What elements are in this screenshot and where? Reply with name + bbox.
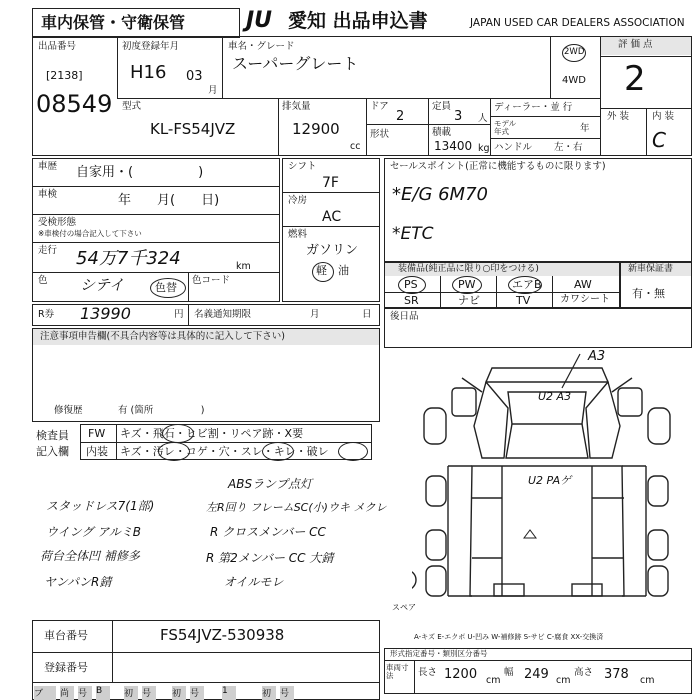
sales-point-line1: *E/G 6M70 [392,184,488,205]
note-wing: ウイング アルミB [46,525,141,539]
dealer-label: ディーラー・並 行 [494,102,573,113]
bottom-label-4: 初 [124,686,138,700]
color-label: 色 [38,275,48,286]
capacity-unit: 人 [478,113,488,124]
notes-label: 注意事項申告欄(不具合内容等は具体的に記入して下さい) [40,331,285,342]
association-name: JAPAN USED CAR DEALERS ASSOCIATION [470,17,685,29]
bottom-label-5: 号 [142,686,156,700]
doors-label: ドア [370,101,389,112]
width-unit: cm [556,675,571,686]
capacity-label: 定員 [432,101,452,112]
bottom-label-9: 初 [262,686,276,700]
height-value: 378 [604,667,629,682]
mileage-unit: km [236,261,251,272]
damage-legend: A-キズ E-エクボ U-凹み W-補修跡 S-サビ C-腐食 XX-交換済 [414,633,604,641]
history-label: 車歴 [38,161,58,172]
first-reg-month: 03 [186,69,203,84]
recycle-value: 13990 [80,304,131,323]
shape-label: 形状 [370,129,390,140]
inspection-form-note: ※車検付の場合記入して下さい [38,229,142,238]
width-label: 幅 [504,667,514,678]
displacement-value: 12900 [292,120,340,138]
fuel-diesel: 油 [338,264,349,277]
notice-month: 月 [310,309,320,320]
mileage-value: 54万7千324 [76,248,181,269]
car-name-label: 車名・グレード [228,41,295,52]
drive-2wd: 2WD [564,47,585,57]
sales-point-line2: *ETC [392,224,434,244]
car-name-value: スーパーグレート [232,54,359,73]
shift-label: シフト [288,161,317,172]
color-change: 色替 [155,281,177,294]
color-value: シテイ [80,276,124,294]
fuel-value: ガソリン [306,243,359,258]
capacity-value: 3 [454,109,463,124]
repair-value: 有 (箇所 ) [118,405,205,416]
drive-4wd: 4WD [562,75,586,86]
height-label: 高さ [574,667,594,678]
month-unit: 月 [208,85,218,96]
interior-value: C [652,128,666,152]
load-value: 13400 [434,139,473,153]
note-yanpan: ヤンパンR錆 [44,575,112,589]
load-label: 積載 [432,127,452,138]
shift-value: 7F [322,175,339,191]
chassis-label: 車台番号 [44,629,88,642]
note-oil-leak: オイルモレ [224,575,284,589]
history-value: 自家用・( ) [76,165,204,180]
sales-point-block [384,158,692,262]
doors-value: 2 [396,109,405,124]
dims-header: 形式指定番号・類別区分番号 [390,649,488,658]
storage-badge [32,8,240,38]
equip-pw: PW [458,278,476,291]
fw-text: キズ・飛石・ヒビ割・リペア跡・X要 [120,427,304,440]
bottom-label-1: 尚 [60,686,74,700]
storage-badge-text: 車内保管・守衛保管 [41,13,186,32]
note-frame: 左R回り フレームSC(小)ウキ メクレ [206,501,387,514]
note-second-member: R 第2メンバー CC 大錆 [206,551,334,565]
lot-number-label: 出品番号 [38,41,77,52]
load-unit: kg [478,143,490,154]
bottom-label-10: 号 [280,686,294,700]
lot-number: 08549 [36,90,113,118]
fuel-light: 軽 [316,264,327,277]
color-code-label: 色コード [192,275,231,286]
fuel-label: 燃料 [288,229,308,240]
score-label: 評 価 点 [618,39,653,50]
diagram-note-a3: A3 [588,349,606,364]
equip-leather: カワシート [560,294,610,305]
cooler-label: 冷房 [288,195,308,206]
equipment-label: 装備品(純正品に限り○印をつける) [398,264,539,274]
inspection-label: 車検 [38,189,58,200]
model-value: KL-FS54JVZ [150,120,236,138]
model-label: 型式 [122,101,142,112]
inspector-label: 検査員 [36,429,69,442]
mileage-label: 走行 [38,245,58,256]
cooler-value: AC [322,209,342,225]
length-value: 1200 [444,667,478,682]
note-abs: ABSランプ点灯 [228,477,313,491]
chassis-value: FS54JVZ-530938 [160,626,285,644]
length-label: 長さ [418,667,438,678]
remarks-label: 後日品 [390,311,419,322]
interior-label: 内 装 [652,111,675,122]
note-cross-member: R クロスメンバー CC [210,525,326,539]
note-studless: スタッドレス7(1部) [46,499,155,513]
equip-ps: PS [404,278,418,291]
first-reg-year: H16 [130,62,167,83]
bottom-label-7: 号 [190,686,204,700]
score-value: 2 [624,59,646,99]
height-unit: cm [640,675,655,686]
first-reg-label: 初度登録年月 [122,41,180,52]
displacement-label: 排気量 [282,101,311,112]
bottom-label-8: 1 [222,686,236,700]
recycle-label: R券 [38,309,55,320]
equip-tv: TV [516,294,531,307]
bottom-label-row [32,684,380,700]
inspection-value: 年 月( 日) [118,193,220,208]
exterior-label: 外 装 [607,111,630,122]
inspector-entry-label: 記入欄 [36,445,69,458]
note-deck: 荷台全体凹 補修多 [40,549,140,563]
interior-row-text: キズ・汚レ・コゲ・穴・スレ・キレ・破レ [120,445,329,458]
fw-label: FW [88,427,106,440]
length-unit: cm [486,675,501,686]
diagram-note-u2a3: U2 A3 [538,390,572,403]
equip-airbag: エアB [512,278,542,291]
ju-logo: JU [246,8,273,33]
notice-label: 名義通知期限 [194,309,252,320]
model-year-label: モデル年式 [494,119,517,136]
recycle-unit: 円 [174,309,184,320]
inspection-form-label: 受検形態 [38,217,77,228]
handle-value: 左・右 [554,142,583,153]
bottom-label-6: 初 [172,686,186,700]
size-label: 車両寸法 [386,663,409,680]
bottom-label-3: B [96,686,110,700]
repair-label: 修復歴 [54,405,83,416]
remarks-block [384,308,692,348]
interior-row-label: 内装 [86,445,108,458]
equip-aw: AW [574,278,592,291]
width-value: 249 [524,667,549,682]
handle-label: ハンドル [494,142,533,153]
warranty-value: 有・無 [632,287,665,300]
lot-sub-number: [2138] [46,69,83,82]
truck-damage-diagram [412,348,682,610]
year-unit: 年 [580,123,590,134]
diagram-note-u2pa: U2 PAゲ [528,474,572,487]
equip-navi: ナビ [458,294,480,307]
warranty-label: 新車保証書 [628,264,674,274]
displacement-unit: cc [350,141,361,152]
bottom-label-0: ブ [34,686,56,700]
spare-label: スペア [392,603,416,612]
equip-sr: SR [404,294,419,307]
registration-label: 登録番号 [44,661,88,674]
form-title: 愛知 出品申込書 [288,10,428,32]
bottom-label-2: 号 [78,686,92,700]
sales-point-label: セールスポイント(正常に機能するものに限ります) [390,161,606,172]
notice-day: 日 [362,309,372,320]
